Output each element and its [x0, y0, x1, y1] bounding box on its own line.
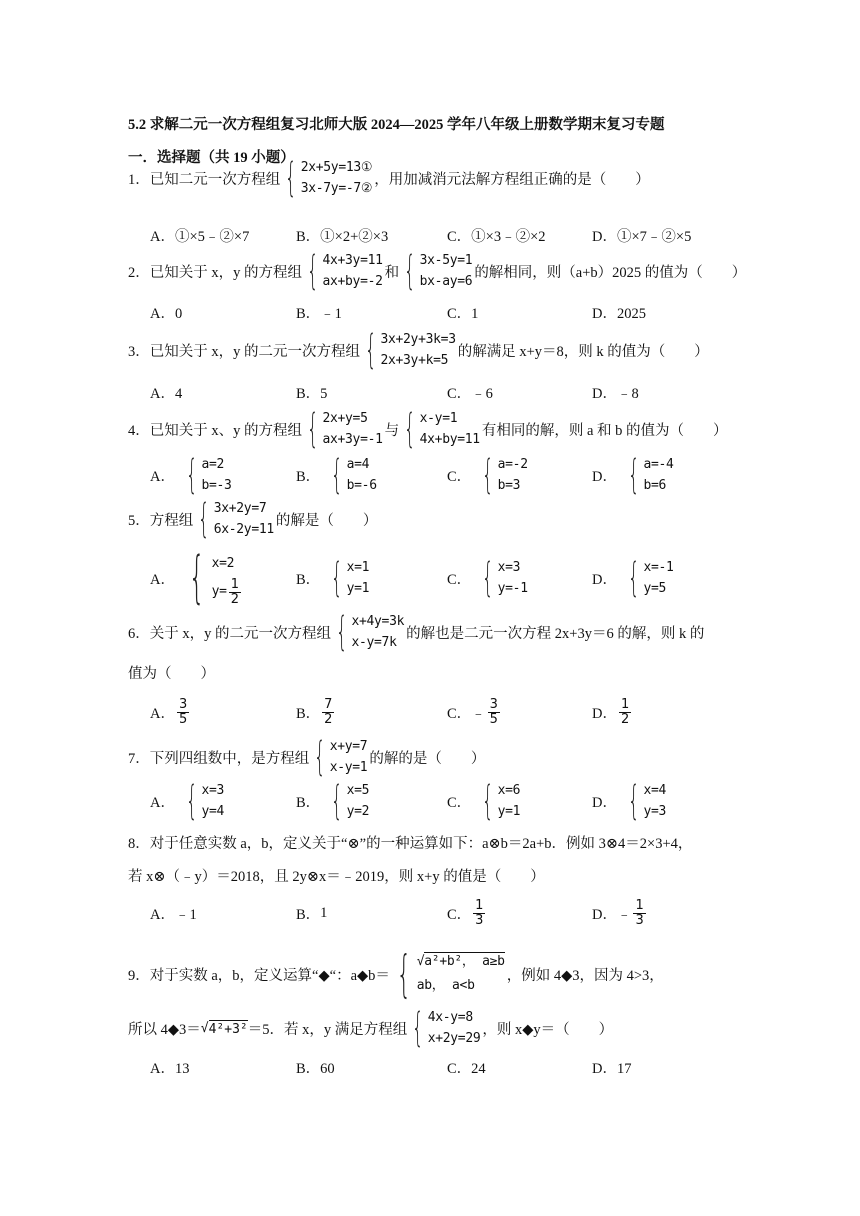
option-c[interactable]: C． $\frac{1}{3}$: [447, 897, 484, 928]
question-4-options: [150, 452, 750, 498]
question-6: 6．关于 x，y 的二元一次方程组 { x+4y=3k x-y=7k 的解也是二元一次方程 2x+3y＝6 的解，则 k 的: [128, 609, 705, 655]
option-b[interactable]: B．﹣1: [296, 305, 342, 322]
option-c[interactable]: C．①×3﹣②×2: [447, 228, 546, 245]
question-2: 2．已知关于 x，y 的方程组 { 4x+3y=11 ax+by=-2 和 { 3x-5y=1 bx-ay=6 的解相同，则（a+b）2025 的值为（ ）: [128, 248, 747, 294]
piecewise-definition: { √a²+b²， a≥b ab， a<b: [396, 945, 505, 1003]
option-b[interactable]: B． $\frac{7}{2}$: [296, 696, 333, 727]
equation-system: { 3x+2y=7 6x-2y=11: [198, 496, 274, 542]
option-c[interactable]: C． { a=-2 b=3: [447, 452, 528, 498]
option-d[interactable]: D．①×7﹣②×5: [592, 228, 692, 245]
option-b[interactable]: B．5: [296, 385, 328, 402]
option-d[interactable]: D． ﹣ $\frac{1}{3}$: [592, 897, 644, 928]
question-6-line-2: 值为（ ）: [128, 665, 215, 682]
option-d[interactable]: D． { x=4 y=3: [592, 778, 667, 824]
question-8-options: [150, 893, 750, 933]
option-b[interactable]: B． 1: [296, 904, 328, 923]
option-b[interactable]: B．60: [296, 1060, 335, 1077]
option-b[interactable]: B． { x=5 y=2: [296, 778, 370, 824]
question-7-options: [150, 778, 750, 824]
option-b[interactable]: B． { x=1 y=1: [296, 555, 370, 601]
option-c[interactable]: C． { x=6 y=1: [447, 778, 521, 824]
equation-system: { 2x+y=5 ax+3y=-1: [306, 406, 383, 452]
option-a[interactable]: A．4: [150, 385, 183, 402]
section-heading: 一．选择题（共 19 小题）: [128, 150, 295, 166]
question-9: 9．对于实数 a，b，定义运算“◆“：a◆b＝ { √a²+b²， a≥b ab， a<b ，例如 4◆3，因为 4>3，: [128, 945, 664, 1003]
question-2-options: [150, 292, 750, 332]
option-d[interactable]: D． $\frac{1}{2}$: [592, 696, 630, 727]
question-8-line-2: 若 x⊗（﹣y）＝2018，且 2y⊗x＝﹣2019，则 x+y 的值是（ ）: [128, 868, 545, 885]
option-d[interactable]: D．﹣8: [592, 385, 639, 402]
question-5: 5．方程组 { 3x+2y=7 6x-2y=11 的解是（ ）: [128, 496, 378, 542]
question-7: 7．下列四组数中，是方程组 { x+y=7 x-y=1 的解的是（ ）: [128, 734, 486, 780]
question-9-options: [150, 1047, 750, 1087]
option-a[interactable]: A．①×5﹣②×7: [150, 228, 250, 245]
question-1-text: 1．已知二元一次方程组: [128, 171, 281, 188]
equation-system: { x+4y=3k x-y=7k: [335, 609, 405, 655]
option-d[interactable]: D． { x=-1 y=5: [592, 555, 674, 601]
option-c[interactable]: C． ﹣ $\frac{3}{5}$: [447, 696, 498, 727]
option-b[interactable]: B．①×2+②×3: [296, 228, 389, 245]
option-a[interactable]: A． $\frac{3}{5}$: [150, 696, 188, 727]
option-a[interactable]: A． { x=3 y=4: [150, 778, 225, 824]
question-1: 1．已知二元一次方程组 { 2x+5y=13① 3x-7y=-7② ，用加减消元法解方程组正确的是（ ）: [128, 155, 650, 201]
option-a[interactable]: A． ﹣1: [150, 906, 197, 923]
option-a[interactable]: A．13: [150, 1060, 190, 1077]
question-3-options: [150, 372, 750, 412]
option-a[interactable]: A． { a=2 b=-3: [150, 452, 232, 498]
question-4: 4．已知关于 x、y 的方程组 { 2x+y=5 ax+3y=-1 与 { x-y=1 4x+by=11 有相同的解，则 a 和 b 的值为（ ）: [128, 406, 728, 452]
equation-system: { 3x-5y=1 bx-ay=6: [404, 248, 473, 294]
option-c[interactable]: C．1: [447, 305, 479, 322]
option-d[interactable]: D．2025: [592, 305, 646, 322]
question-8: 8．对于任意实数 a，b，定义关于“⊗”的一种运算如下：a⊗b＝2a+b．例如 3⊗4＝2×3+4，: [128, 835, 693, 852]
option-c[interactable]: C．24: [447, 1060, 486, 1077]
option-a[interactable]: A．0: [150, 305, 183, 322]
equation-system: { 3x+2y+3k=3 2x+3y+k=5: [364, 327, 456, 373]
option-d[interactable]: D．17: [592, 1060, 632, 1077]
document-title: 5.2 求解二元一次方程组复习北师大版 2024—2025 学年八年级上册数学期末复习专题: [128, 117, 665, 133]
option-a[interactable]: A． { x=2 y= $\frac{1}{2}$: [150, 545, 239, 610]
equation-system: { 4x+3y=11 ax+by=-2: [306, 248, 383, 294]
option-d[interactable]: D． { a=-4 b=6: [592, 452, 674, 498]
equation-system: { x+y=7 x-y=1: [314, 734, 368, 780]
option-c[interactable]: C． { x=3 y=-1: [447, 555, 528, 601]
equation-system: { 4x-y=8 x+2y=29: [412, 1005, 481, 1051]
question-1-options: [150, 215, 750, 255]
equation-system: { 2x+5y=13① 3x-7y=-7②: [285, 155, 373, 201]
question-6-options: [150, 692, 750, 732]
question-3: 3．已知关于 x，y 的二元一次方程组 { 3x+2y+3k=3 2x+3y+k=5 的解满足 x+y＝8，则 k 的值为（ ）: [128, 327, 709, 373]
equation-system: { x-y=1 4x+by=11: [404, 406, 480, 452]
option-c[interactable]: C．﹣6: [447, 385, 493, 402]
question-9-line-2: 所以 4◆3＝ √ 4²+3² ＝5．若 x，y 满足方程组 { 4x-y=8 x+2y=29 ，则 x◆y＝（ ）: [128, 1005, 614, 1051]
question-5-options: [150, 545, 750, 610]
option-b[interactable]: B． { a=4 b=-6: [296, 452, 377, 498]
